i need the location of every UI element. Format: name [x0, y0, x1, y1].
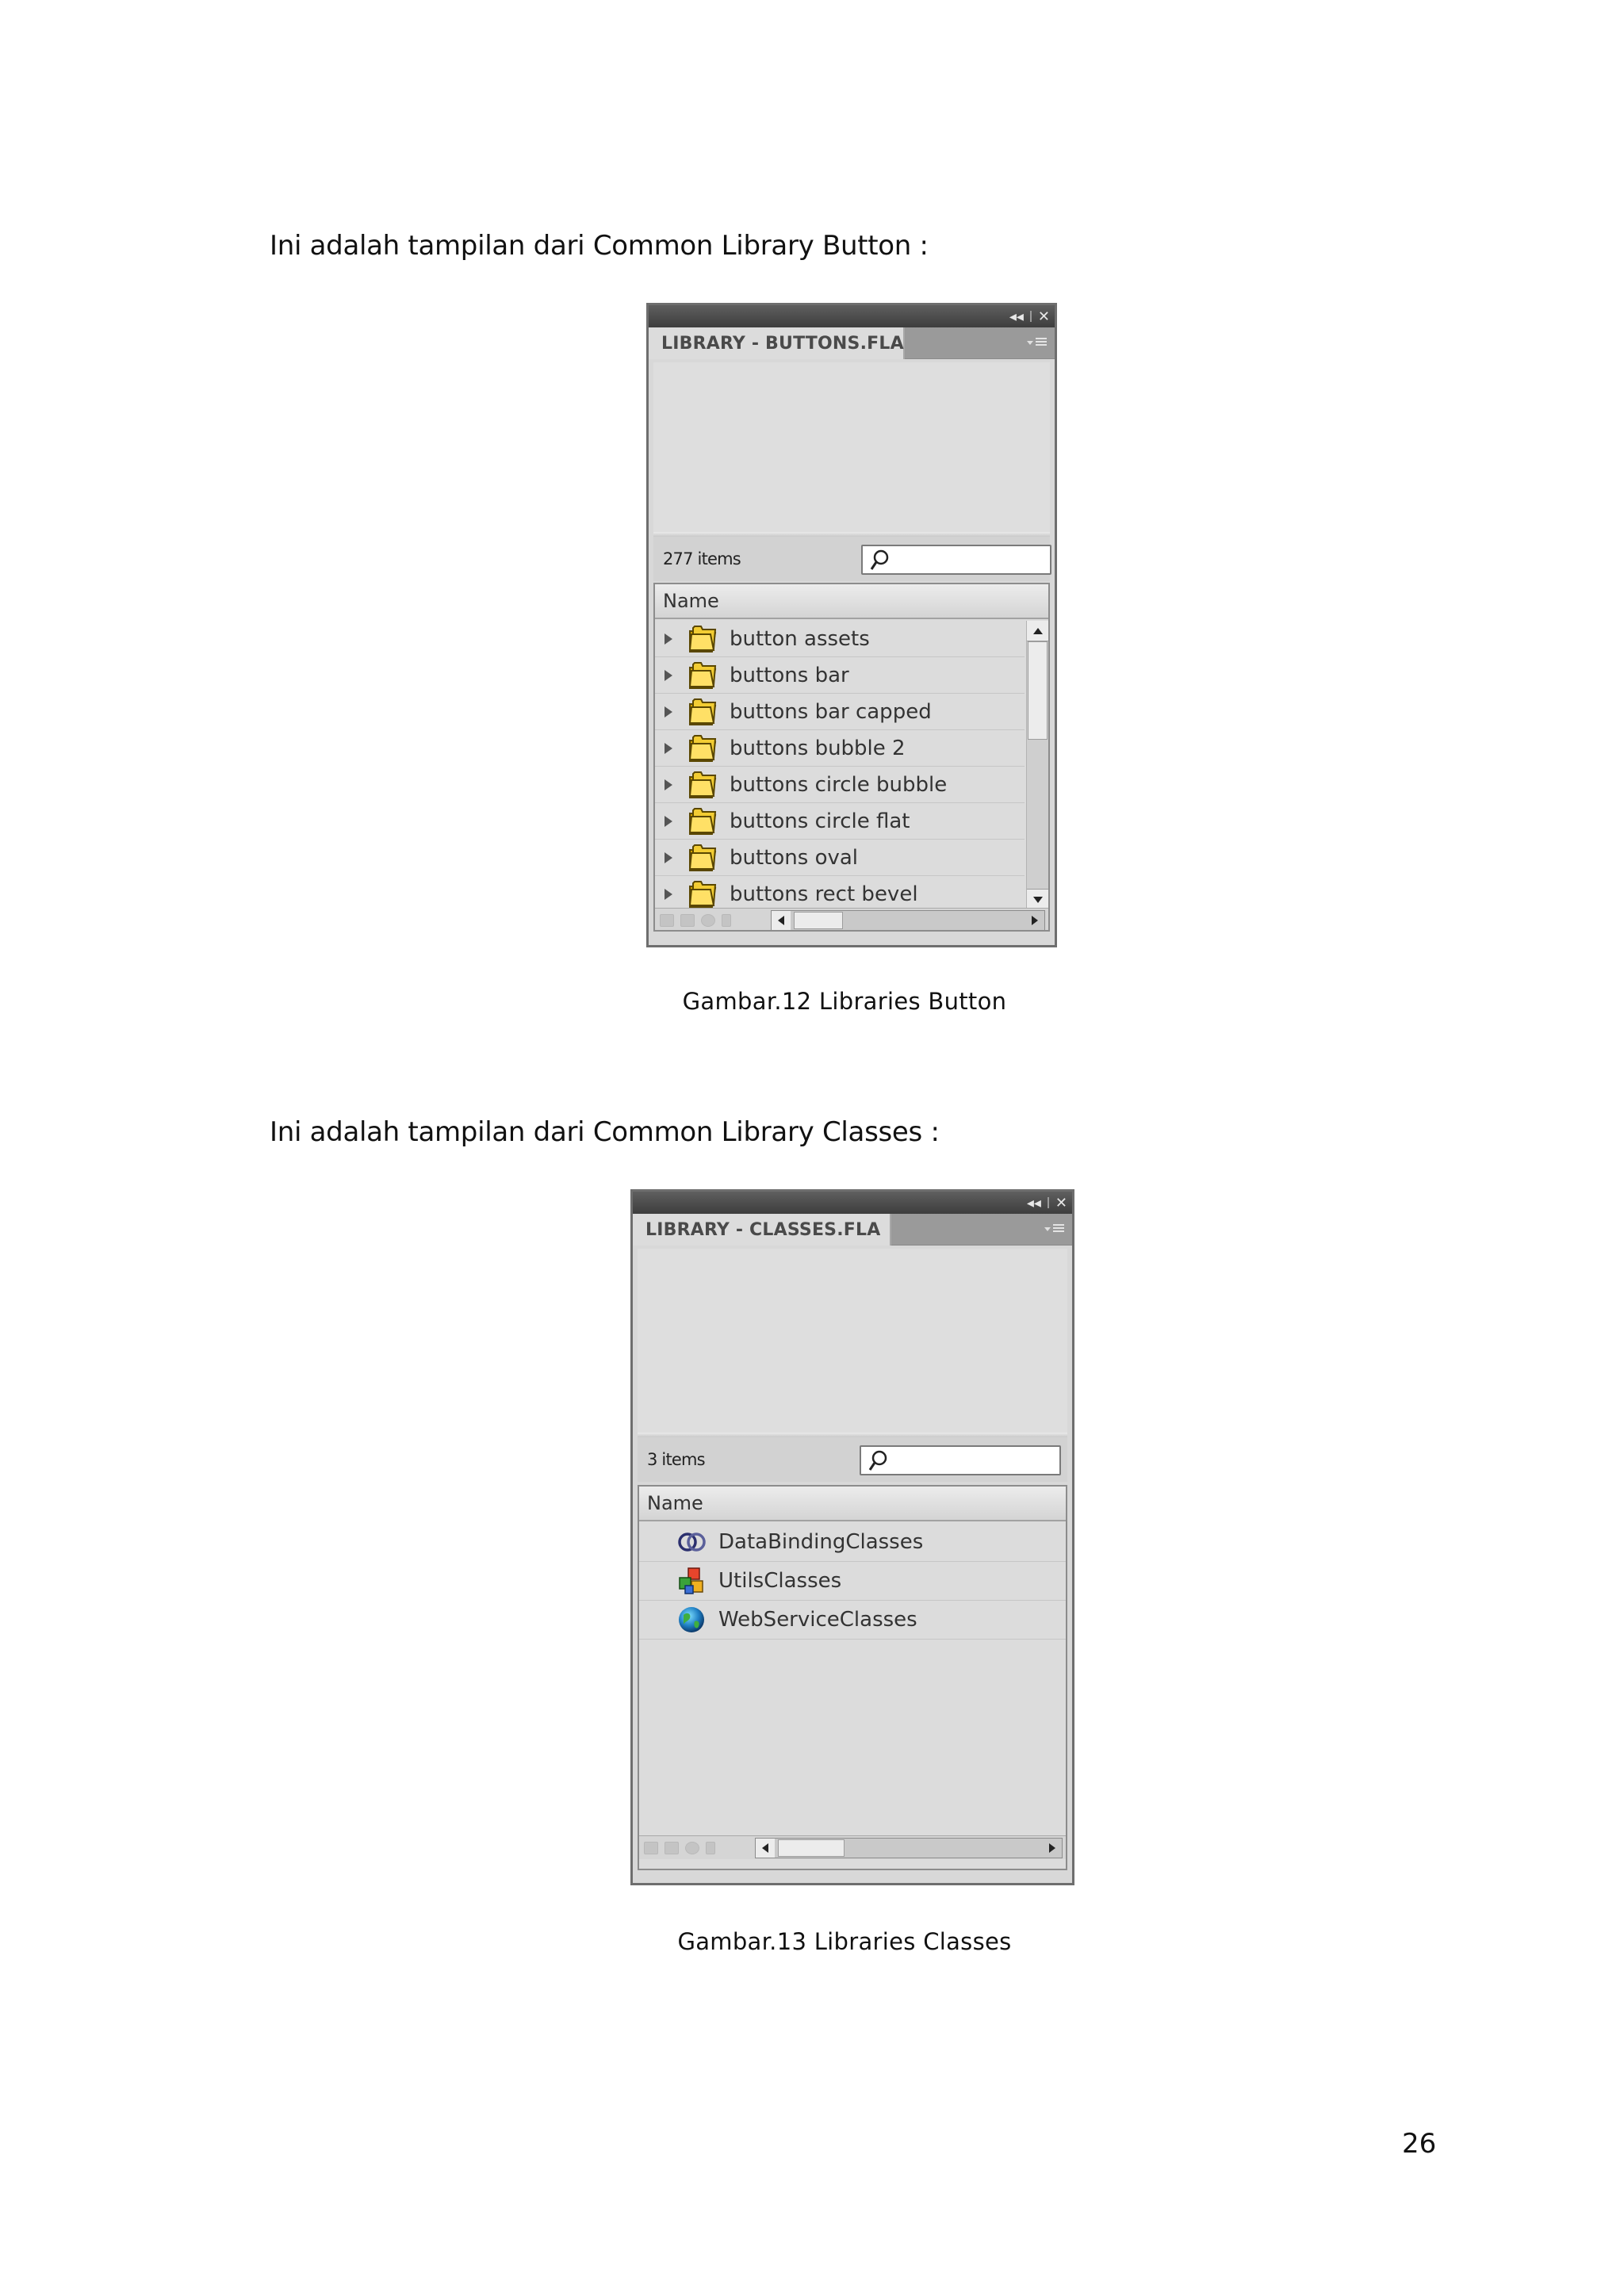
properties-icon[interactable] [685, 1842, 699, 1854]
expand-arrow-icon[interactable] [665, 743, 672, 754]
item-label: UtilsClasses [718, 1569, 842, 1593]
panel-titlebar [633, 1192, 1072, 1214]
item-label: buttons circle bubble [730, 772, 948, 797]
item-label: button assets [730, 626, 870, 651]
delete-icon[interactable] [706, 1842, 715, 1854]
folder-icon [687, 842, 718, 874]
expand-arrow-icon[interactable] [665, 779, 672, 790]
delete-icon[interactable] [722, 914, 731, 927]
intro-paragraph-buttons: Ini adalah tampilan dari Common Library Button : [270, 230, 929, 262]
folder-icon [687, 878, 718, 910]
arrow-up-icon [1033, 628, 1043, 634]
scroll-up-button[interactable] [1027, 621, 1048, 641]
item-label: buttons rect bevel [730, 882, 918, 906]
library-item-list [653, 583, 1050, 932]
search-icon [868, 1449, 888, 1473]
expand-arrow-icon[interactable] [665, 889, 672, 900]
folder-icon [687, 806, 718, 837]
new-symbol-icon[interactable] [644, 1842, 658, 1854]
library-toolbar [653, 537, 1050, 581]
list-item[interactable] [655, 767, 1025, 803]
tab-library[interactable]: LIBRARY - CLASSES.FLA [633, 1214, 891, 1246]
folder-icon [687, 660, 718, 691]
library-toolbar [638, 1437, 1067, 1482]
search-icon [869, 549, 890, 572]
arrow-right-icon [1032, 916, 1038, 925]
arrow-left-icon [778, 916, 784, 925]
figure-caption-12: Gambar.12 Libraries Button [682, 988, 1007, 1015]
arrow-right-icon [1049, 1843, 1055, 1853]
properties-icon[interactable] [701, 914, 715, 927]
new-folder-icon[interactable] [680, 914, 695, 927]
panel-titlebar [649, 305, 1055, 327]
linked-rings-icon [676, 1526, 707, 1558]
folder-icon [687, 623, 718, 655]
scroll-left-button[interactable] [772, 911, 791, 930]
item-rows [639, 1523, 1066, 1640]
folder-icon [687, 733, 718, 764]
figure-caption-13: Gambar.13 Libraries Classes [677, 1928, 1012, 1955]
hscroll-thumb[interactable] [794, 912, 843, 929]
scroll-left-button[interactable] [756, 1839, 775, 1858]
collapse-icon[interactable]: ◂◂ [1026, 1194, 1041, 1211]
library-item-list [638, 1485, 1067, 1870]
new-folder-icon[interactable] [665, 1842, 679, 1854]
list-item[interactable] [655, 657, 1025, 694]
folder-icon [687, 696, 718, 728]
library-panel-classes [630, 1189, 1074, 1885]
list-item[interactable] [655, 694, 1025, 730]
menu-lines-icon [1053, 1224, 1064, 1234]
expand-arrow-icon[interactable] [665, 706, 672, 718]
column-header-name[interactable]: Name [639, 1487, 1066, 1521]
item-count: 3 items [647, 1450, 705, 1469]
item-label: WebServiceClasses [718, 1608, 917, 1632]
item-label: buttons bar capped [730, 699, 932, 724]
scroll-right-button[interactable] [1025, 911, 1044, 930]
item-label: buttons circle flat [730, 809, 910, 833]
scroll-down-button[interactable] [1027, 889, 1048, 909]
list-item[interactable] [639, 1562, 1066, 1601]
panel-bottom-bar [639, 1835, 1066, 1859]
tab-library[interactable]: LIBRARY - BUTTONS.FLA [649, 327, 905, 359]
item-label: buttons bubble 2 [730, 736, 906, 760]
vertical-scrollbar[interactable] [1026, 621, 1048, 909]
item-label: buttons oval [730, 845, 859, 870]
item-count: 277 items [663, 549, 741, 568]
expand-arrow-icon[interactable] [665, 852, 672, 863]
component-blocks-icon [676, 1565, 707, 1597]
preview-area [653, 362, 1050, 537]
scroll-thumb[interactable] [1028, 641, 1048, 740]
panel-window-controls [1027, 1193, 1067, 1212]
list-item[interactable] [639, 1601, 1066, 1640]
arrow-down-icon [1033, 897, 1043, 903]
item-label: buttons bar [730, 663, 849, 687]
panel-tab-row [633, 1214, 1072, 1246]
panel-menu-button[interactable] [1025, 334, 1048, 351]
list-item[interactable] [639, 1523, 1066, 1562]
expand-arrow-icon[interactable] [665, 670, 672, 681]
panel-window-controls [1009, 307, 1050, 326]
hscroll-thumb[interactable] [778, 1839, 845, 1857]
expand-arrow-icon[interactable] [665, 633, 672, 645]
scroll-right-button[interactable] [1043, 1839, 1062, 1858]
horizontal-scrollbar[interactable] [771, 910, 1045, 931]
list-item[interactable] [655, 621, 1025, 657]
list-item[interactable] [655, 730, 1025, 767]
column-header-name[interactable]: Name [655, 584, 1048, 619]
panel-menu-button[interactable] [1042, 1220, 1066, 1238]
preview-area [638, 1249, 1067, 1433]
page-number: 26 [1402, 2128, 1437, 2160]
close-icon[interactable]: ✕ [1037, 308, 1050, 324]
search-input[interactable] [861, 545, 1051, 575]
list-item[interactable] [655, 840, 1025, 876]
chevron-down-icon [1044, 1227, 1051, 1231]
list-item[interactable] [655, 803, 1025, 840]
panel-bottom-bar [655, 908, 1048, 932]
menu-lines-icon [1036, 338, 1047, 347]
horizontal-scrollbar[interactable] [755, 1838, 1063, 1858]
panel-tab-row [649, 327, 1055, 359]
search-input[interactable] [860, 1445, 1061, 1475]
collapse-icon[interactable]: ◂◂ [1009, 308, 1024, 324]
folder-icon [687, 769, 718, 801]
item-label: DataBindingClasses [718, 1530, 924, 1554]
close-icon[interactable]: ✕ [1055, 1194, 1067, 1211]
intro-paragraph-classes: Ini adalah tampilan dari Common Library Classes : [270, 1116, 940, 1148]
chevron-down-icon [1027, 341, 1033, 345]
arrow-left-icon [762, 1843, 768, 1853]
expand-arrow-icon[interactable] [665, 816, 672, 827]
globe-icon [676, 1604, 707, 1636]
item-rows [655, 621, 1025, 913]
library-panel-buttons [646, 303, 1057, 947]
new-symbol-icon[interactable] [660, 914, 674, 927]
